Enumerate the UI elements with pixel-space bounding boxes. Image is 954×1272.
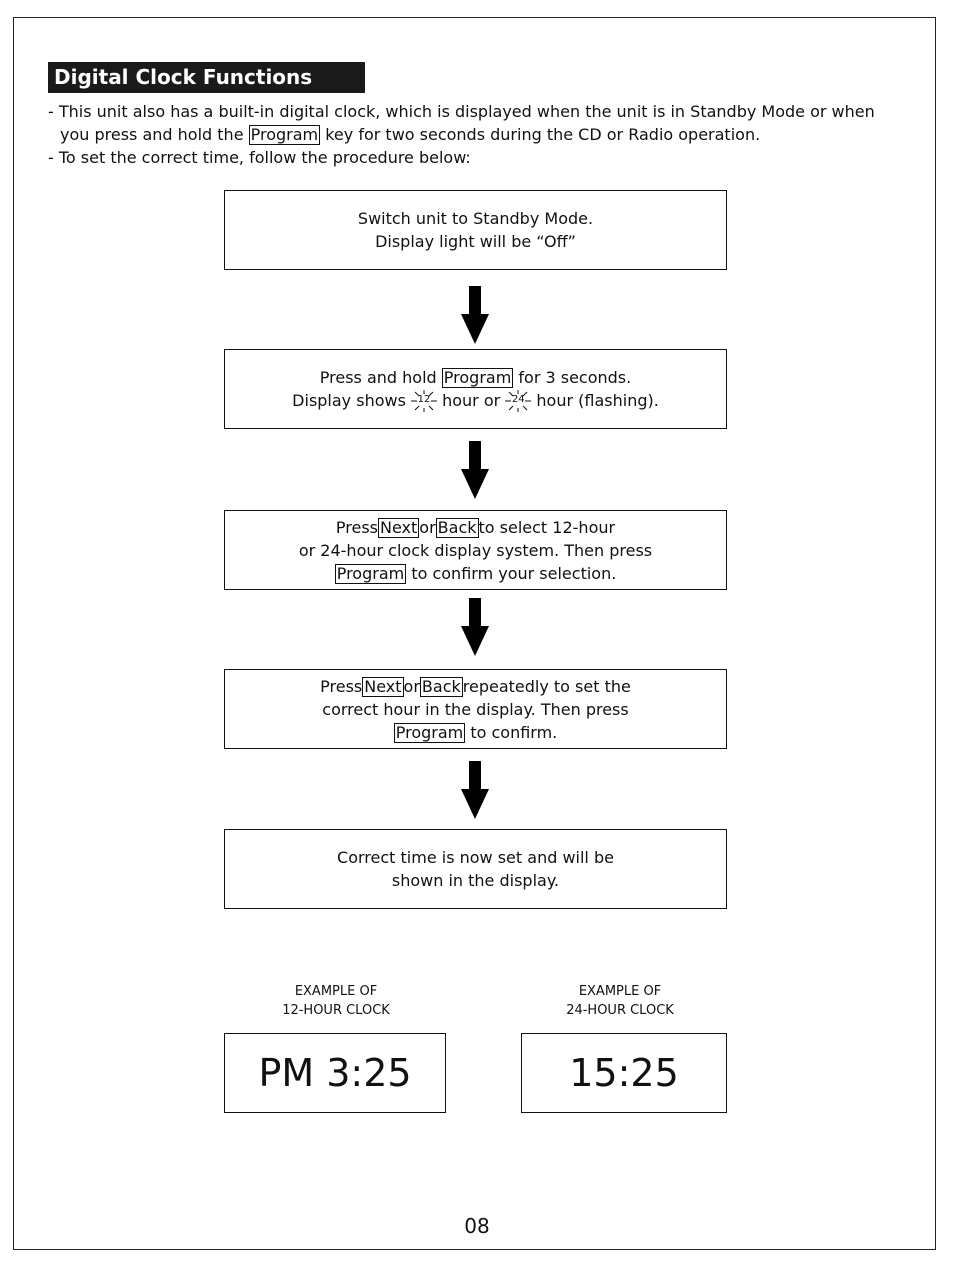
step-1-box [224, 190, 727, 270]
step-2-text: for 3 seconds. [518, 367, 632, 387]
step-4-text: to confirm. [470, 722, 558, 742]
step-4-text: repeatedly to set the [462, 676, 631, 696]
step-3-line-1 [336, 516, 615, 539]
step-4-box [224, 669, 727, 749]
step-3-text: to confirm your selection. [411, 563, 617, 583]
down-arrow-icon [461, 441, 489, 499]
down-arrow-icon [461, 761, 489, 819]
step-4-line-3 [394, 721, 558, 744]
intro-line-2-start: you press and hold the [60, 125, 244, 144]
step-2-text: hour (flashing). [536, 390, 659, 410]
step-4-text: Press [320, 676, 363, 696]
step-4-text: or [403, 676, 420, 696]
step-3-text: to select 12-hour [478, 517, 616, 537]
intro-line-2 [48, 123, 888, 146]
step-2-line-1 [320, 366, 631, 389]
step-2-box [224, 349, 727, 429]
example-24-hour-label [520, 982, 720, 1020]
section-title: Digital Clock Functions [48, 62, 365, 93]
step-2-line-2 [292, 389, 659, 413]
step-5-line-2: shown in the display. [391, 871, 560, 890]
intro-line-1: - This unit also has a built-in digital clock, which is displayed when the unit is in Standby Mode or when [48, 102, 875, 121]
step-3-line-3 [335, 562, 617, 585]
example-24-label-line-1: EXAMPLE OF [578, 984, 662, 999]
step-4-line-2: correct hour in the display. Then press [322, 699, 629, 719]
intro-text [48, 100, 888, 169]
flashing-24-icon [505, 390, 531, 412]
step-3-text: Press [335, 517, 379, 537]
intro-line-3: - To set the correct time, follow the procedure below: [48, 148, 471, 167]
program-key-label: Program [336, 563, 405, 583]
page-number: 08 [464, 1214, 490, 1238]
step-1-line-2: Display light will be “Off” [375, 232, 576, 251]
flashing-12-icon [411, 390, 437, 412]
step-1-line-1: Switch unit to Standby Mode. [357, 209, 594, 228]
down-arrow-icon [461, 286, 489, 344]
program-key-label: Program [395, 722, 464, 742]
back-key-label: Back [437, 517, 477, 537]
clock-display-24-hour [521, 1033, 727, 1113]
next-key-label: Next [380, 517, 418, 537]
example-12-label-line-1: EXAMPLE OF [294, 984, 378, 999]
example-24-label-line-2: 24-HOUR CLOCK [566, 1003, 674, 1018]
clock-display-12-hour [224, 1033, 446, 1113]
step-2-text: Display shows [292, 390, 406, 410]
step-4-line-1 [320, 675, 631, 698]
example-12-label-line-2: 12-HOUR CLOCK [282, 1003, 390, 1018]
back-key-label: Back [421, 676, 461, 696]
intro-line-2-end: key for two seconds during the CD or Radio operation. [325, 125, 761, 144]
example-12-hour-label [236, 982, 436, 1020]
step-3-text: or [419, 517, 436, 537]
program-key-label: Program [443, 367, 512, 387]
program-key-label: Program [250, 125, 319, 144]
flash-12-number: 12 [417, 394, 431, 406]
clock-display-12-value: PM 3:25 [258, 1051, 412, 1095]
step-5-box [224, 829, 727, 909]
step-2-text: hour or [442, 390, 501, 410]
clock-display-24-value: 15:25 [569, 1051, 679, 1095]
step-5-line-1: Correct time is now set and will be [337, 848, 614, 867]
down-arrow-icon [461, 598, 489, 656]
next-key-label: Next [364, 676, 402, 696]
step-3-line-2: or 24-hour clock display system. Then press [298, 540, 653, 560]
step-2-text: Press and hold [319, 367, 437, 387]
step-3-box [224, 510, 727, 590]
flash-24-number: 24 [511, 394, 525, 406]
